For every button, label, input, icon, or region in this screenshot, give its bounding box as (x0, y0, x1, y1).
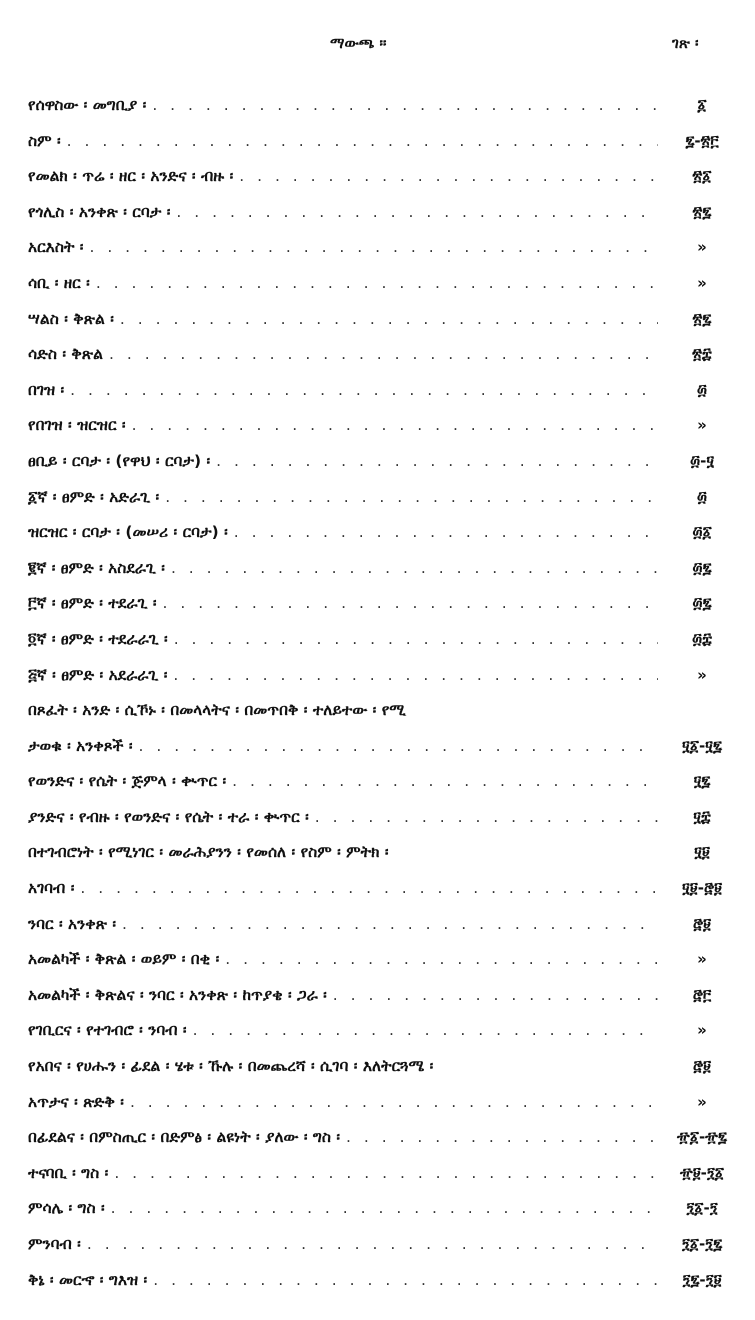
toc-entry (28, 238, 740, 274)
toc-entry-text: ፬ኛ ፡ ፀምድ ፡ ተደራራጊ ፡ (28, 629, 168, 648)
toc-entry-text: አጥታና ፡ ጽድቅ ፡ (28, 1092, 124, 1111)
toc-entry-page: » (697, 950, 707, 969)
toc-entry-text: በገዝ ፡ (28, 380, 65, 399)
toc-entry-text: የወንድና ፡ የሴት ፡ ጅምላ ፡ ቊጥር ፡ (28, 772, 227, 791)
dot-leader (315, 808, 658, 826)
toc-entry (28, 1093, 740, 1129)
toc-entry (28, 1164, 740, 1200)
dot-leader (130, 1093, 658, 1111)
toc-entry (28, 666, 740, 702)
toc-entry-text: በተገብሮነት ፡ የሚነገር ፡ መራሕያንን ፡ የመሰለ ፡ የስም ፡ ምትክ ፡ (28, 843, 389, 862)
dot-leader (111, 1199, 658, 1217)
toc-entry-text: ስም ፡ (28, 131, 61, 150)
toc-entry (28, 274, 740, 310)
toc-header (0, 28, 755, 62)
toc-entry-text: ታወቁ ፡ አንቀጾች ፡ (28, 736, 133, 755)
toc-entry-page: » (697, 416, 707, 435)
toc-entry (28, 132, 740, 168)
toc-entry-text: ፭ኛ ፡ ፀምድ ፡ አደራራጊ ፡ (28, 665, 168, 684)
toc-entry (28, 915, 740, 951)
toc-entry-text: አርእስት ፡ (28, 238, 84, 257)
toc-entry-text: ፀቢይ ፡ ርባታ ፡ (የዋህ ፡ ርባታ) ፡ (28, 451, 211, 470)
dot-leader (114, 1164, 658, 1182)
dot-leader (163, 594, 658, 612)
dot-leader (80, 879, 658, 897)
toc-entry (28, 986, 740, 1022)
toc-entry (28, 1199, 740, 1235)
toc-entry-page: » (697, 665, 707, 684)
toc-entry-text: ያንድና ፡ የብዙ ፡ የወንድና ፡ የሴት ፡ ተራ ፡ ቊጥር ፡ (28, 807, 309, 826)
dot-leader (216, 452, 658, 470)
toc-entry-page: ፯-፳፫ (685, 131, 719, 150)
dot-leader (333, 986, 658, 1004)
toc-entry-text: የገቢርና ፡ የተገብሮ ፡ ንባብ ፡ (28, 1021, 187, 1040)
dot-leader (346, 1128, 658, 1146)
toc-entry (28, 950, 740, 986)
toc-entry (28, 630, 740, 666)
dot-leader (153, 1271, 658, 1289)
toc-entry-page: ፳፰ (692, 345, 712, 364)
toc-entry-page: ፹፱-፺፩ (679, 1163, 725, 1182)
dot-leader (67, 132, 658, 150)
toc-entry-text: ተናባቢ ፡ ግስ ፡ (28, 1163, 109, 1182)
dot-leader (193, 1021, 658, 1039)
toc-entry-page: ፴፯ (692, 594, 712, 613)
toc-entry (28, 772, 740, 808)
dot-leader (152, 96, 658, 114)
dot-leader (165, 488, 658, 506)
dot-leader (234, 523, 658, 541)
page-column-label: ገጽ ፡ (672, 34, 699, 52)
toc-entry-page: ፳፯ (692, 309, 712, 328)
dot-leader (232, 772, 658, 790)
toc-entry-text: አመልካች ፡ ቅጽል ፡ ወይም ፡ በቂ ፡ (28, 950, 220, 969)
toc-entry-text: የሰዋስው ፡ መግቢያ ፡ (28, 96, 147, 114)
toc-entry-text: ሣልስ ፡ ቅጽል ፡ (28, 309, 114, 328)
toc-entry-page: » (697, 238, 707, 257)
toc-entry-page: ፳፩ (692, 167, 712, 186)
toc-title: ማውጫ ። (330, 34, 387, 52)
toc-entry-text: ዝርዝር ፡ ርባታ ፡ (መሠሪ ፡ ርባታ) ፡ (28, 523, 228, 542)
toc-entry-text: ፫ኛ ፡ ፀምድ ፡ ተደራጊ ፡ (28, 594, 157, 613)
toc-entry (28, 488, 740, 524)
toc-entry-page: ፸፱ (693, 1057, 711, 1076)
toc-entry-text: ምንባብ ፡ (28, 1235, 81, 1253)
toc-entry-page: ፸፫ (692, 985, 712, 1004)
toc-entry-text: የአበና ፡ የሀሑን ፡ ፊደል ፡ ሄቱ ፡ ኹሉ ፡ በመጨረሻ ፡ ሲገባ ፡ እለትርጓሜ ፡ (28, 1057, 434, 1076)
toc-entry-page: ፺፩-፺ (686, 1199, 718, 1218)
toc-entry-page: ፺፩-፺፯ (681, 1235, 723, 1253)
toc-entry (28, 1271, 740, 1307)
toc-entry-text: የበገዝ ፡ ዝርዝር ፡ (28, 416, 126, 435)
toc-entry-text: አገባብ ፡ (28, 879, 75, 898)
toc-entry-page: » (697, 1092, 707, 1111)
toc-entry-page: ፸፱ (693, 914, 711, 933)
dot-leader (122, 915, 658, 933)
toc-entry (28, 203, 740, 239)
dot-leader (225, 950, 658, 968)
toc-entry-page: ፹፩-፹፯ (676, 1128, 728, 1147)
toc-list (28, 96, 740, 1306)
toc-entry-page: ፶፱-፸፱ (682, 879, 722, 898)
dot-leader (173, 666, 658, 684)
toc-entry-page: ፴፩ (692, 523, 712, 542)
toc-entry-page: ፶፩-፶፯ (682, 736, 722, 755)
toc-entry (28, 808, 740, 844)
toc-entry-page: ፴፰ (692, 629, 712, 648)
toc-entry (28, 701, 740, 737)
toc-entry-page: ፴፯ (692, 558, 712, 577)
toc-entry (28, 452, 740, 488)
toc-entry-page: ፶፱ (694, 843, 710, 862)
toc-entry-text: ንባር ፡ አንቀጽ ፡ (28, 914, 117, 933)
toc-entry-page: ፶፯ (693, 772, 711, 791)
dot-leader (174, 630, 658, 648)
toc-entry (28, 737, 740, 773)
toc-entry-text: ፪ኛ ፡ ፀምድ ፡ አስደራጊ ፡ (28, 558, 165, 577)
toc-entry (28, 381, 740, 417)
toc-entry-page: ፴ (696, 487, 708, 506)
toc-entry (28, 879, 740, 915)
toc-entry (28, 96, 740, 132)
toc-entry-text: ፩ኛ ፡ ፀምድ ፡ አድራጊ ፡ (28, 487, 160, 506)
toc-entry (28, 167, 740, 203)
toc-entry (28, 1021, 740, 1057)
dot-leader (139, 737, 658, 755)
toc-entry-text: የጎሊስ ፡ አንቀጽ ፡ ርባታ ፡ (28, 202, 171, 221)
toc-entry-text: በፊደልና ፡ በምስጢር ፡ በድምፅ ፡ ልዩነት ፡ ያለው ፡ ግስ ፡ (28, 1128, 341, 1147)
toc-entry-text: ሳድስ ፡ ቅጽል (28, 345, 103, 364)
toc-entry-page: ፴-፶ (689, 451, 715, 470)
toc-entry-text: የመልክ ፡ ጥሬ ፡ ዘር ፡ አንድና ፡ ብዙ ፡ (28, 167, 234, 186)
toc-entry (28, 345, 740, 381)
toc-entry (28, 559, 740, 595)
toc-entry-page: ፳፯ (692, 202, 712, 221)
dot-leader (239, 167, 658, 185)
toc-entry-page: ፩ (697, 96, 707, 114)
dot-leader (176, 203, 658, 221)
toc-entry-page: » (697, 1021, 707, 1040)
toc-entry (28, 310, 740, 346)
toc-entry (28, 523, 740, 559)
dot-leader (70, 381, 658, 399)
dot-leader (109, 345, 658, 363)
toc-entry (28, 1235, 740, 1271)
toc-entry-page: » (697, 273, 707, 292)
dot-leader (120, 310, 658, 328)
dot-leader (171, 559, 658, 577)
dot-leader (132, 416, 658, 434)
toc-entry-text: አመልካች ፡ ቅጽልና ፡ ንባር ፡ አንቀጽ ፡ ከጥያቄ ፡ ጋራ ፡ (28, 985, 327, 1004)
toc-entry (28, 416, 740, 452)
toc-entry-page: ፴ (696, 380, 708, 399)
toc-entry (28, 1057, 740, 1093)
dot-leader (96, 274, 658, 292)
toc-entry-text: ሳቢ ፡ ዘር ፡ (28, 273, 90, 292)
toc-entry-text: ቅኔ ፡ መርኆ ፡ ግእዝ ፡ (28, 1270, 148, 1289)
toc-entry-page: ፶፰ (693, 807, 711, 826)
dot-leader (87, 1235, 658, 1253)
toc-entry (28, 594, 740, 630)
toc-entry-text: በጾፈት ፡ አንድ ፡ ሲኾኑ ፡ በመላላትና ፡ በመጥበቅ ፡ ተለይተው ፡ የሚ (28, 701, 406, 720)
toc-entry-text: ምሳሌ ፡ ግስ ፡ (28, 1199, 105, 1218)
toc-entry (28, 843, 740, 879)
dot-leader (89, 238, 658, 256)
toc-entry (28, 1128, 740, 1164)
toc-entry-page: ፺፯-፺፱ (682, 1270, 722, 1289)
